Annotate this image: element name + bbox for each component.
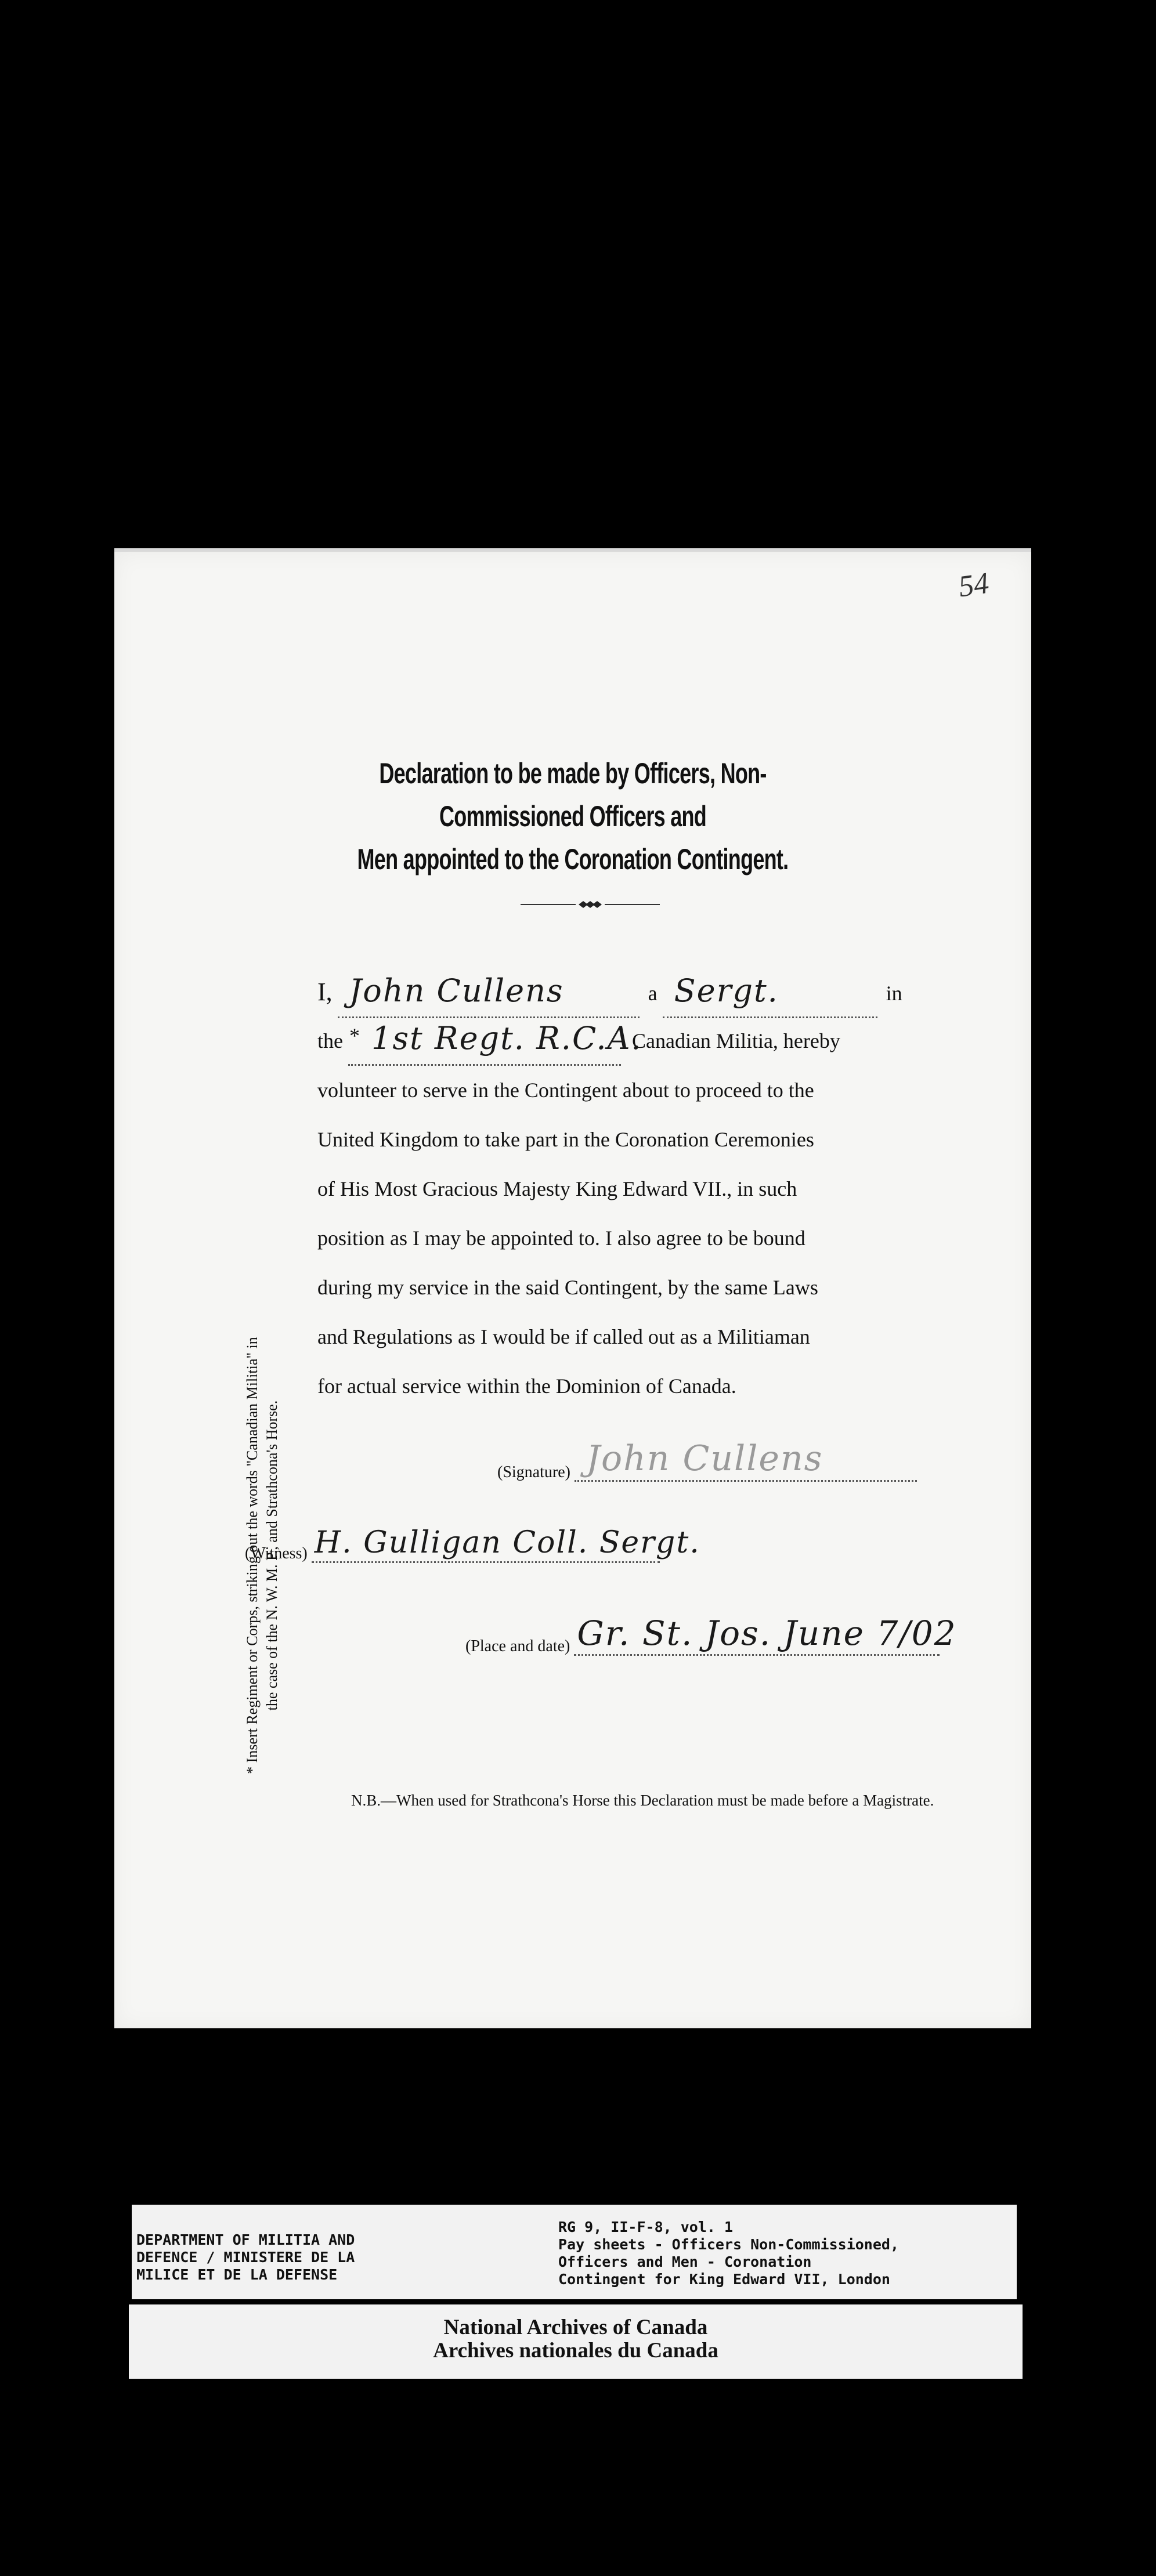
department-line: DEFENCE / MINISTERE DE LA	[136, 2249, 355, 2266]
department-line: MILICE ET DE LA DEFENSE	[136, 2266, 338, 2283]
archives-name-fr: Archives nationales du Canada	[433, 2339, 718, 2362]
name-handwritten: John Cullens	[349, 972, 564, 1009]
reference-line: Contingent for King Edward VII, London	[558, 2271, 890, 2288]
line1-suffix: in	[886, 982, 902, 1005]
side-note: * Insert Regiment or Corps, striking out the words "Canadian Militia" in the case of the N. W. M. P., and Strathcona's Horse.	[244, 1337, 280, 1774]
signature-handwritten: John Cullens	[586, 1438, 823, 1479]
witness-handwritten: H. Gulligan Coll. Sergt.	[314, 1525, 700, 1560]
rank-handwritten: Sergt.	[674, 972, 779, 1009]
body-line: for actual service within the Dominion of Canada.	[317, 1374, 736, 1398]
line1-a: a	[648, 982, 658, 1005]
line2-suffix: Canadian Militia, hereby	[631, 1029, 840, 1052]
declaration-page	[114, 548, 1031, 2028]
title-line-1: Declaration to be made by Officers, Non-Commissioned Officers and	[379, 757, 767, 833]
declaration-line-2	[317, 1016, 985, 1066]
place-date-row	[465, 1613, 957, 1656]
line2-prefix: the	[317, 1029, 343, 1052]
body-line: and Regulations as I would be if called out as a Militiaman	[317, 1325, 810, 1348]
reference-line: Officers and Men - Coronation	[558, 2253, 812, 2270]
reference-line: RG 9, II-F-8, vol. 1	[558, 2219, 734, 2235]
footnote-star: *	[349, 1024, 360, 1047]
title-line-2: Men appointed to the Coronation Contingent.	[357, 843, 789, 875]
line1-prefix: I,	[317, 978, 333, 1006]
regiment-handwritten: 1st Regt. R.C.A.	[371, 1020, 642, 1057]
witness-row	[245, 1525, 700, 1563]
reference-text	[558, 2219, 899, 2288]
signature-label: (Signature)	[497, 1463, 570, 1481]
declaration-line-1	[317, 967, 985, 1016]
archives-name-label	[129, 2304, 1023, 2379]
rank-field	[663, 972, 877, 1018]
witness-label: (Witness)	[245, 1544, 308, 1562]
reference-line: Pay sheets - Officers Non-Commissioned,	[558, 2236, 899, 2253]
department-text	[136, 2231, 355, 2284]
signature-field	[575, 1438, 917, 1482]
body-line: United Kingdom to take part in the Coronation Ceremonies	[317, 1128, 814, 1151]
signature-row	[497, 1438, 917, 1482]
ornament-divider	[521, 899, 660, 910]
body-line: position as I may be appointed to. I also agree to be bound	[317, 1227, 805, 1250]
department-line: DEPARTMENT OF MILITIA AND	[136, 2231, 355, 2248]
archive-reference-label	[132, 2205, 1017, 2299]
regiment-field	[348, 1020, 642, 1066]
body-line: during my service in the said Contingent, by the same Laws	[317, 1276, 818, 1299]
document-title	[330, 752, 815, 881]
place-date-label: (Place and date)	[465, 1637, 570, 1655]
place-date-handwritten: Gr. St. Jos. June 7/02	[577, 1613, 957, 1653]
witness-field	[312, 1525, 700, 1563]
page-number: 54	[956, 566, 991, 604]
place-date-field	[574, 1613, 957, 1656]
body-line: of His Most Gracious Majesty King Edward VII., in such	[317, 1177, 797, 1200]
declaration-body	[317, 967, 985, 1411]
body-line: volunteer to serve in the Contingent about to proceed to the	[317, 1079, 814, 1102]
nb-note: N.B.—When used for Strathcona's Horse this Declaration must be made before a Magistrate.	[351, 1792, 934, 1809]
archives-name-en: National Archives of Canada	[443, 2315, 708, 2339]
